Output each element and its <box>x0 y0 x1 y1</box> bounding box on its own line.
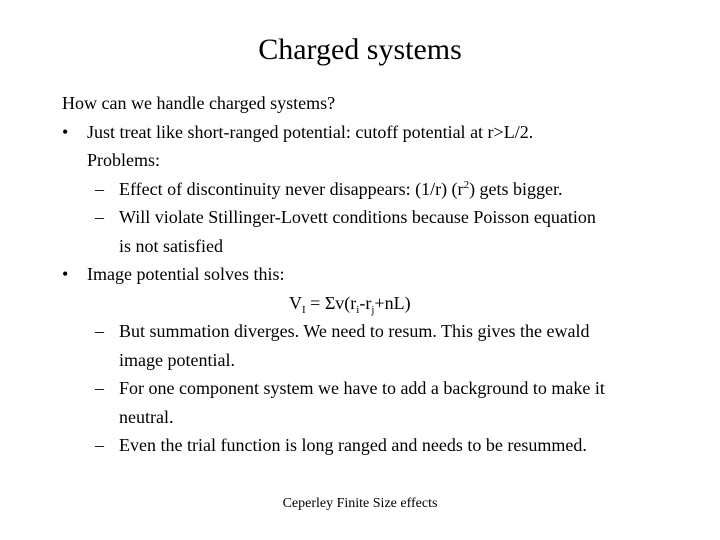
sub-bullet-text: Even the trial function is long ranged and needs to be resummed. <box>119 435 587 455</box>
sub-bullet-one-component-cont: neutral. <box>119 406 174 427</box>
bullet-icon: • <box>62 121 69 142</box>
sub-bullet-one-component <box>62 374 682 403</box>
image-potential-formula: $V_I = \Sigma v(r_i-r_j+nL)$ <box>289 292 411 316</box>
sub-bullet-stillinger-lovett <box>62 203 682 232</box>
slide-body <box>62 89 682 460</box>
bullet-short-ranged <box>62 118 682 147</box>
dash-icon: – <box>95 321 104 341</box>
intro-question: How can we handle charged systems? <box>62 93 336 113</box>
sub-bullet-text-pre: Effect of discontinuity never disappears: (1/r) (r <box>119 178 464 199</box>
dash-icon: – <box>95 435 104 455</box>
bullet-text: Image potential solves this: <box>87 264 285 284</box>
sub-bullet-text: But summation diverges. We need to resum. This gives the ewald <box>119 321 590 341</box>
sub-bullet-summation-diverges <box>62 317 682 346</box>
bullet-short-ranged-cont: Problems: <box>87 150 161 170</box>
dash-icon: – <box>95 378 104 398</box>
dash-icon: – <box>95 178 104 199</box>
dash-icon: – <box>95 207 104 227</box>
bullet-text: Just treat like short-ranged potential: cutoff potential at r>L/2. <box>87 121 534 142</box>
bullet-icon: • <box>62 264 69 284</box>
sub-bullet-summation-diverges-cont: image potential. <box>119 349 235 370</box>
sub-bullet-text: For one component system we have to add a background to make it <box>119 378 605 398</box>
superscript: 2 <box>463 178 470 191</box>
sub-bullet-discontinuity <box>62 175 682 204</box>
bullet-image-potential <box>62 260 682 289</box>
slide-footer: Ceperley Finite Size effects <box>282 496 438 511</box>
sub-bullet-stillinger-lovett-cont: is not satisfied <box>119 235 223 256</box>
sub-bullet-trial-function <box>62 431 682 460</box>
slide-title: Charged systems <box>258 33 462 66</box>
sub-bullet-text: Will violate Stillinger-Lovett conditions because Poisson equation <box>119 207 596 227</box>
sub-bullet-text-post: ) gets bigger. <box>469 178 563 199</box>
